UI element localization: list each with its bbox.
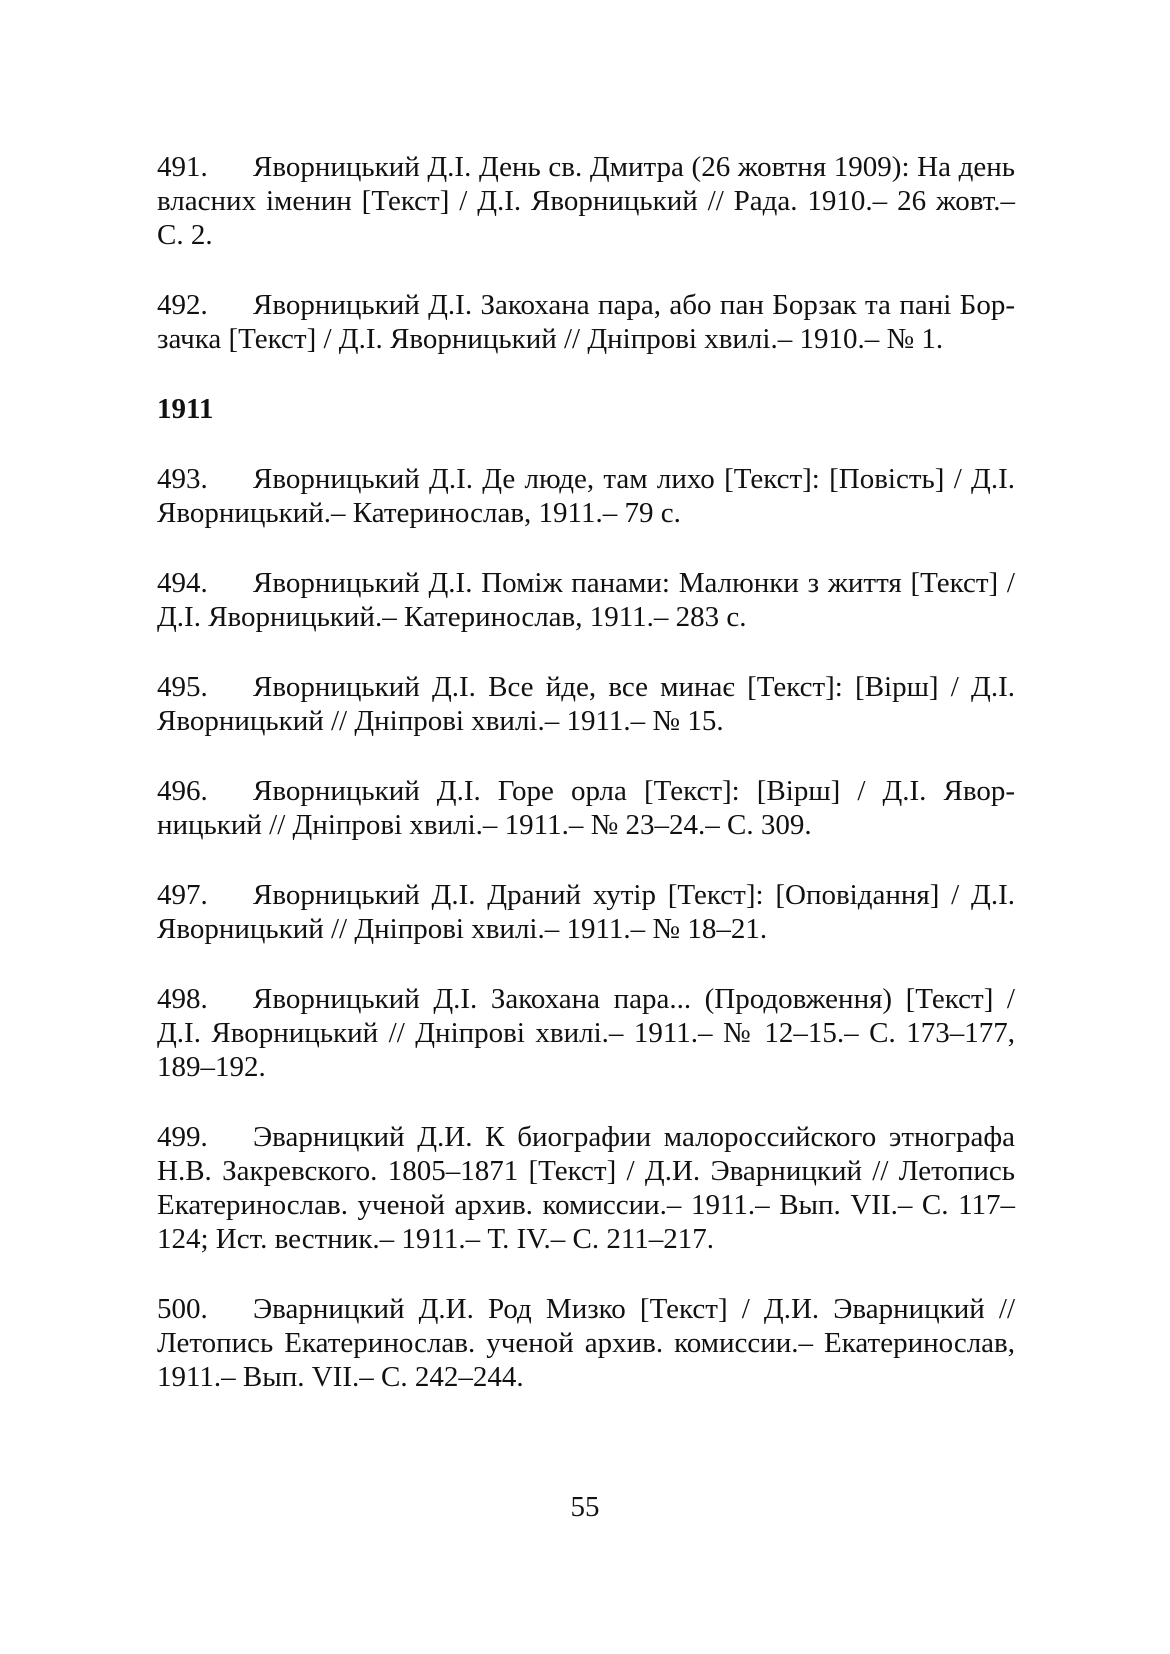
entry-text: Яворницький Д.І. Поміж панами: Малюнки з життя [Текст] / Д.І. Яворницький.– Катеринослав, 1911.– 283 с. (157, 567, 1015, 633)
entry-number: 499. (157, 1121, 208, 1153)
entry-text: Яворницький Д.І. Де люде, там лихо [Текст]: [Повість] / Д.І. Яворницький.– Катеринослав, 1911.– 79 с. (157, 463, 1015, 529)
bibliography-entry (157, 774, 1015, 842)
entry-text: Эварницкий Д.И. Род Мизко [Текст] / Д.И. Эварницкий // Летопись Екатеринослав. ученой архив. комиссии.– Екатеринослав, 1911.– Вып. VII.– С. 242–244. (157, 1293, 1015, 1393)
bibliography-entry (157, 670, 1015, 738)
entry-text: Яворницький Д.І. Драний хутір [Текст]: [Оповідання] / Д.І. Яворницький // Дніпрові хвилі.– 1911.– № 18–21. (157, 879, 1015, 945)
entry-number: 494. (157, 567, 208, 599)
bibliography-entry (157, 1292, 1015, 1394)
bibliography-entry (157, 1120, 1015, 1256)
entry-text: Яворницький Д.І. Горе орла [Текст]: [Вірш] / Д.І. Яворницький // Дніпрові хвилі.– 1911.– № 23–24.– С. 309. (157, 775, 1015, 841)
entry-text: Яворницький Д.І. Закохана пара... (Продовження) [Текст] / Д.І. Яворницький // Дніпрові хвилі.– 1911.– № 12–15.– С. 173–177, 189–192. (157, 983, 1015, 1083)
year-heading: 1911 (157, 393, 214, 425)
entry-text: Эварницкий Д.И. К биографии малороссийского этнографа Н.В. Закревского. 1805–1871 [Текст] / Д.И. Эварницкий // Летопись Екатеринослав. ученой архив. комиссии.– 1911.– Вып. VII.– С. 117–124; Ист. вестник.– 1911.– Т. IV.– С. 211–217. (157, 1121, 1015, 1255)
bibliography-entry (157, 566, 1015, 634)
entry-number: 496. (157, 775, 208, 807)
entry-number: 492. (157, 289, 208, 321)
entry-number: 500. (157, 1293, 208, 1325)
entry-number: 495. (157, 671, 208, 703)
entry-number: 493. (157, 463, 208, 495)
bibliography-entry (157, 982, 1015, 1084)
bibliography-entry (157, 462, 1015, 530)
entry-text: Яворницький Д.І. День св. Дмитра (26 жовтня 1909): На день власних іменин [Текст] / Д.І. Яворницький // Рада. 1910.– 26 жовт.– С. 2. (157, 151, 1015, 251)
bibliography-entry (157, 288, 1015, 356)
bibliography-entry (157, 878, 1015, 946)
document-body (157, 150, 1015, 1430)
entry-text: Яворницький Д.І. Закохана пара, або пан Борзак та пані Борзачка [Текст] / Д.І. Яворницький // Дніпрові хвилі.– 1910.– № 1. (157, 289, 1015, 355)
entry-number: 491. (157, 151, 208, 183)
page-number: 55 (570, 1491, 600, 1523)
entry-number: 498. (157, 983, 208, 1015)
entry-number: 497. (157, 879, 208, 911)
entry-text: Яворницький Д.І. Все йде, все минає [Текст]: [Вірш] / Д.І. Яворницький // Дніпрові хвилі.– 1911.– № 15. (157, 671, 1015, 737)
bibliography-entry (157, 150, 1015, 252)
